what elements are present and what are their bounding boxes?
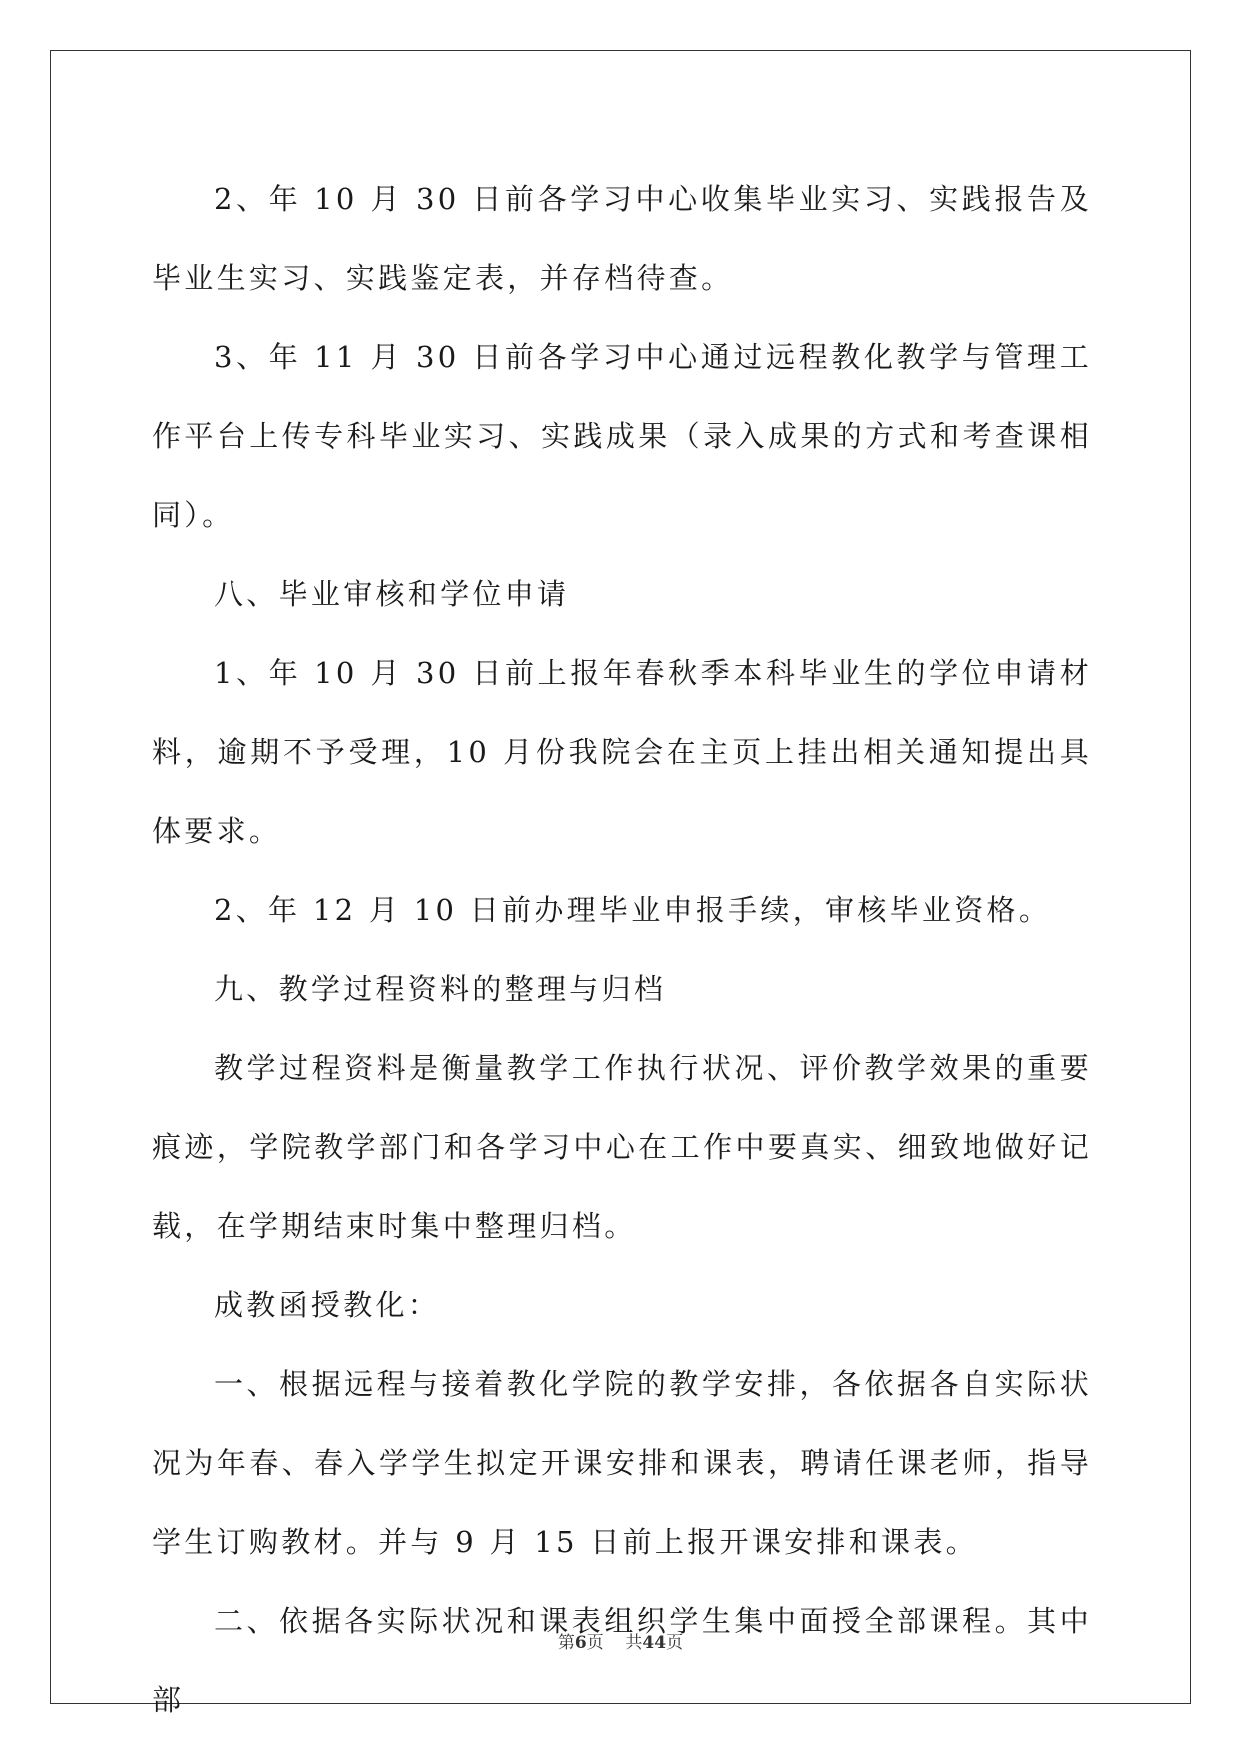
- footer-page-suffix: 页: [586, 1633, 604, 1653]
- paragraph-5: 教学过程资料是衡量教学工作执行状况、评价教学效果的重要痕迹，学院教学部门和各学习中心在工作中要真实、细致地做好记载，在学期结束时集中整理归档。: [152, 1051, 1092, 1243]
- footer-total-suffix: 页: [666, 1633, 684, 1653]
- paragraph-1: 2、年 10 月 30 日前各学习中心收集毕业实习、实践报告及毕业生实习、实践鉴定表，并存档待查。: [152, 182, 1092, 295]
- page-footer: [0, 1628, 1241, 1653]
- paragraph-2: 3、年 11 月 30 日前各学习中心通过远程教化教学与管理工作平台上传专科毕业实习、实践成果（录入成果的方式和考查课相同）。: [152, 340, 1092, 532]
- current-page-number: 6: [574, 1633, 587, 1653]
- paragraph-3: 1、年 10 月 30 日前上报年春秋季本科毕业生的学位申请材料，逾期不予受理，10 月份我院会在主页上挂出相关通知提出具体要求。: [152, 656, 1092, 848]
- paragraph-7: 二、依据各实际状况和课表组织学生集中面授全部课程。其中部: [152, 1604, 1092, 1717]
- section-heading-9: 九、教学过程资料的整理与归档: [214, 972, 667, 1006]
- subsection-heading: 成教函授教化：: [214, 1288, 441, 1322]
- total-page-count: 44: [642, 1633, 667, 1653]
- document-body: [152, 160, 1092, 1740]
- footer-prefix: 第: [557, 1633, 575, 1653]
- paragraph-6: 一、根据远程与接着教化学院的教学安排，各依据各自实际状况为年春、春入学学生拟定开课安排和课表，聘请任课老师，指导学生订购教材。并与 9 月 15 日前上报开课安排和课表。: [152, 1367, 1092, 1559]
- section-heading-8: 八、毕业审核和学位申请: [214, 577, 570, 611]
- footer-total-prefix: 共: [625, 1633, 643, 1653]
- paragraph-4: 2、年 12 月 10 日前办理毕业申报手续，审核毕业资格。: [214, 893, 1052, 927]
